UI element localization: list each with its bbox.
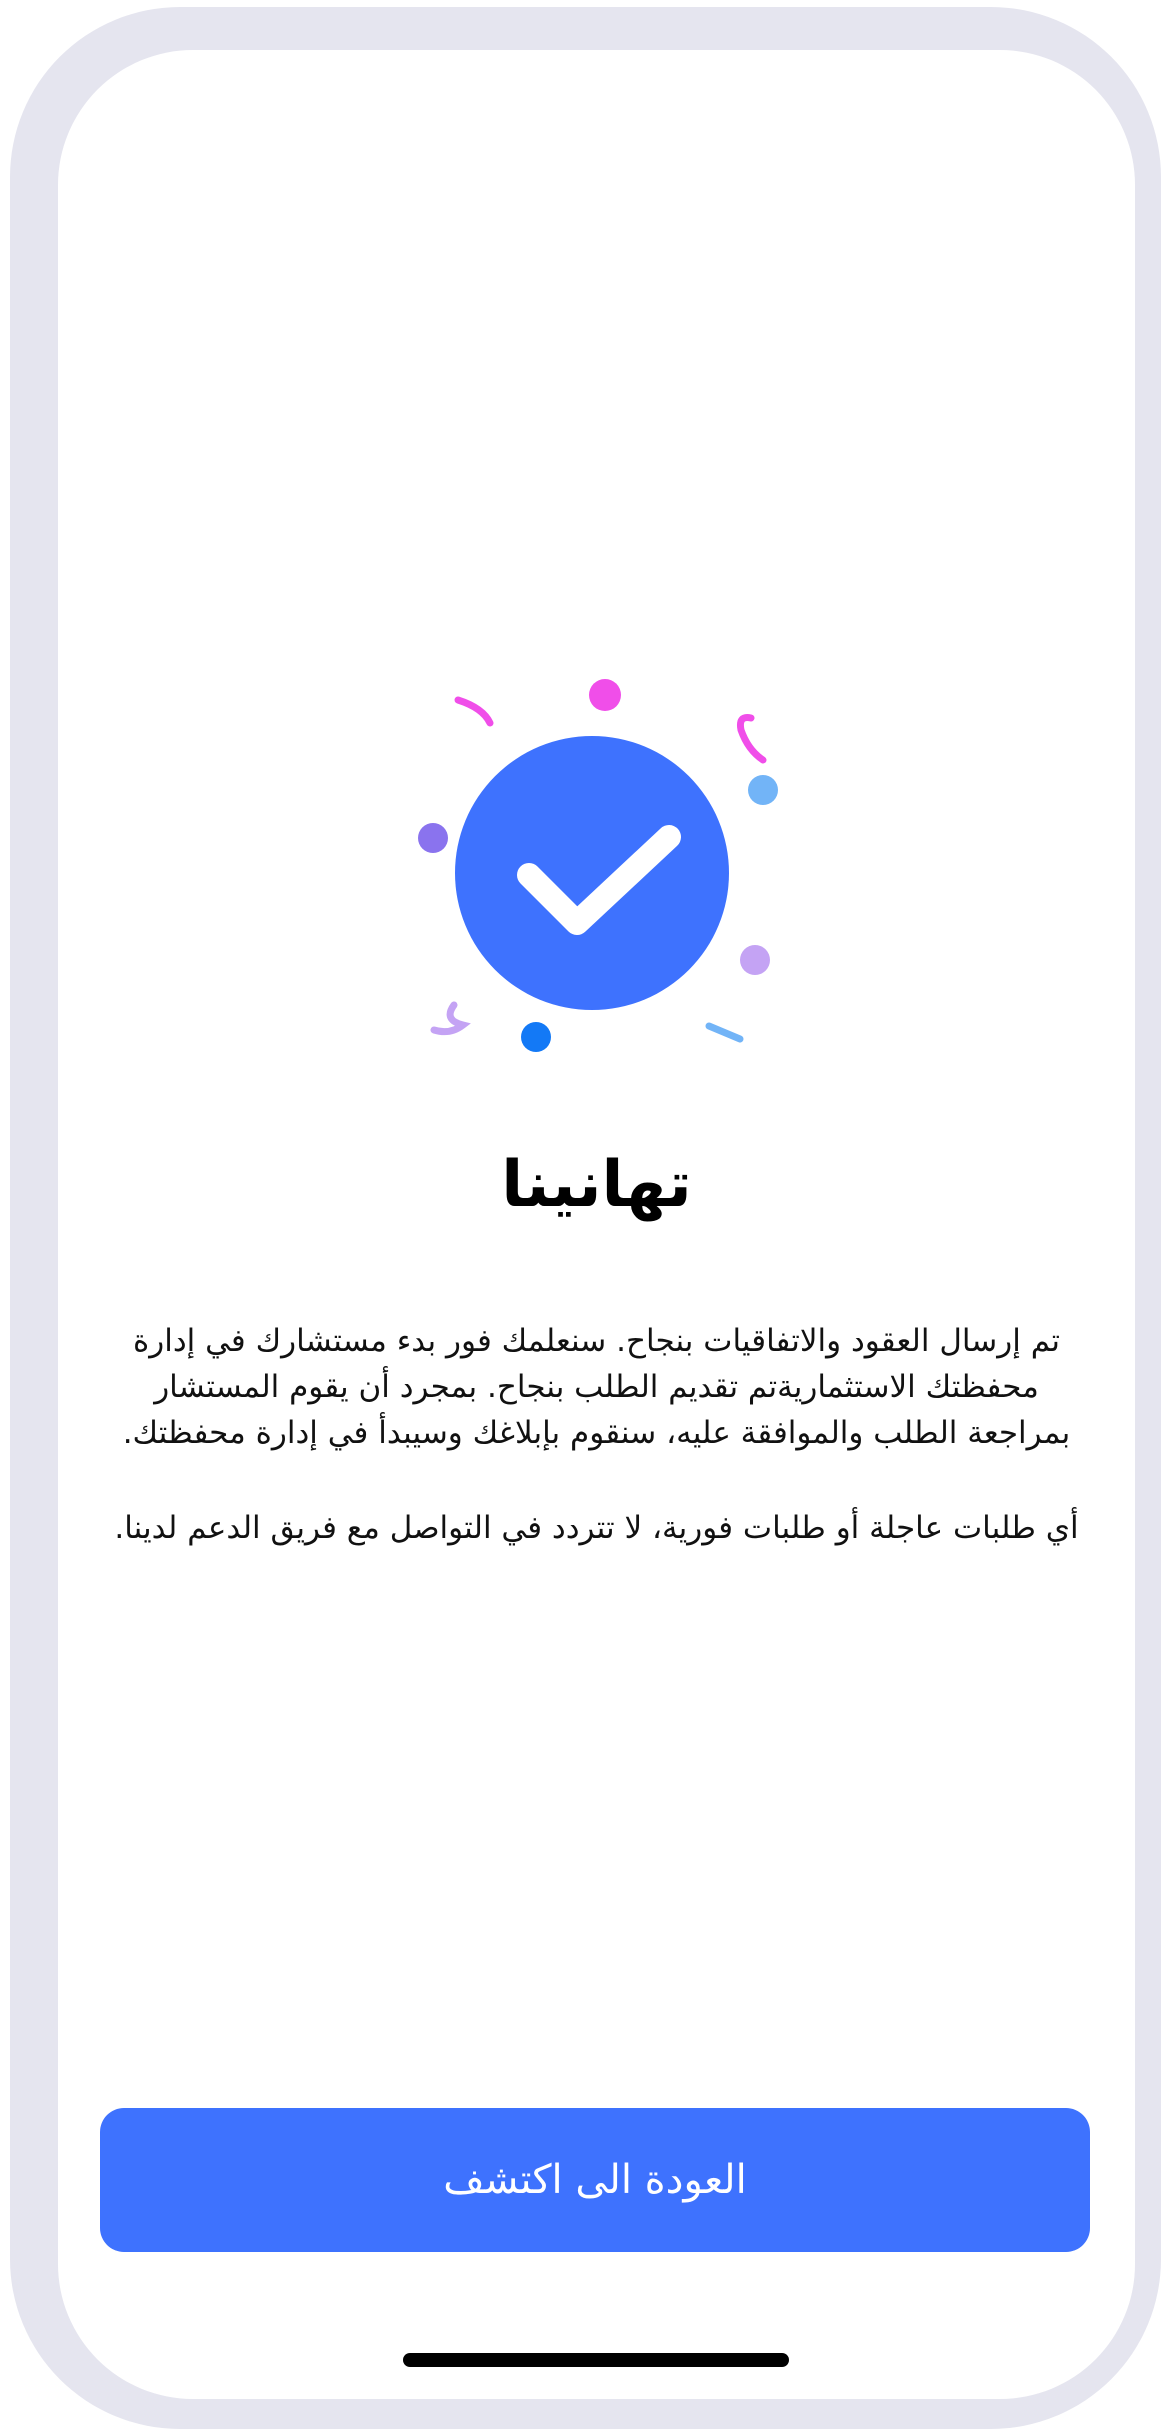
home-indicator bbox=[403, 2353, 789, 2367]
screen bbox=[58, 50, 1135, 2399]
support-message: أي طلبات عاجلة أو طلبات فورية، لا تتردد في التواصل مع فريق الدعم لدينا. bbox=[114, 1510, 1079, 1546]
confetti-streamer-pink-right bbox=[740, 718, 763, 761]
device-frame bbox=[10, 7, 1161, 2429]
confetti-streamer-pink-left bbox=[458, 700, 490, 723]
confetti-streamer-light-blue bbox=[709, 1026, 740, 1039]
confetti-dot-blue bbox=[521, 1022, 551, 1052]
confetti-dot-purple bbox=[418, 823, 448, 853]
success-illustration bbox=[58, 50, 1135, 1150]
confetti-dot-lavender bbox=[740, 945, 770, 975]
check-circle-icon bbox=[455, 736, 729, 1010]
confetti-dot-pink bbox=[589, 679, 621, 711]
confetti-dot-light-blue bbox=[748, 775, 778, 805]
back-to-explore-button[interactable]: العودة الى اكتشف bbox=[100, 2108, 1090, 2252]
confetti-streamer-lavender bbox=[434, 1005, 463, 1032]
success-message: تم إرسال العقود والاتفاقيات بنجاح. سنعلمك فور بدء مستشارك في إدارة محفظتك الاستثماريةتم تقديم الطلب بنجاح. بمجرد أن يقوم المستشار بمراجعة الطلب والموافقة عليه، سنقوم بإبلاغك وسيبدأ في إدارة محفظتك. bbox=[122, 1323, 1071, 1451]
page-title: تهانينا bbox=[501, 1148, 692, 1222]
